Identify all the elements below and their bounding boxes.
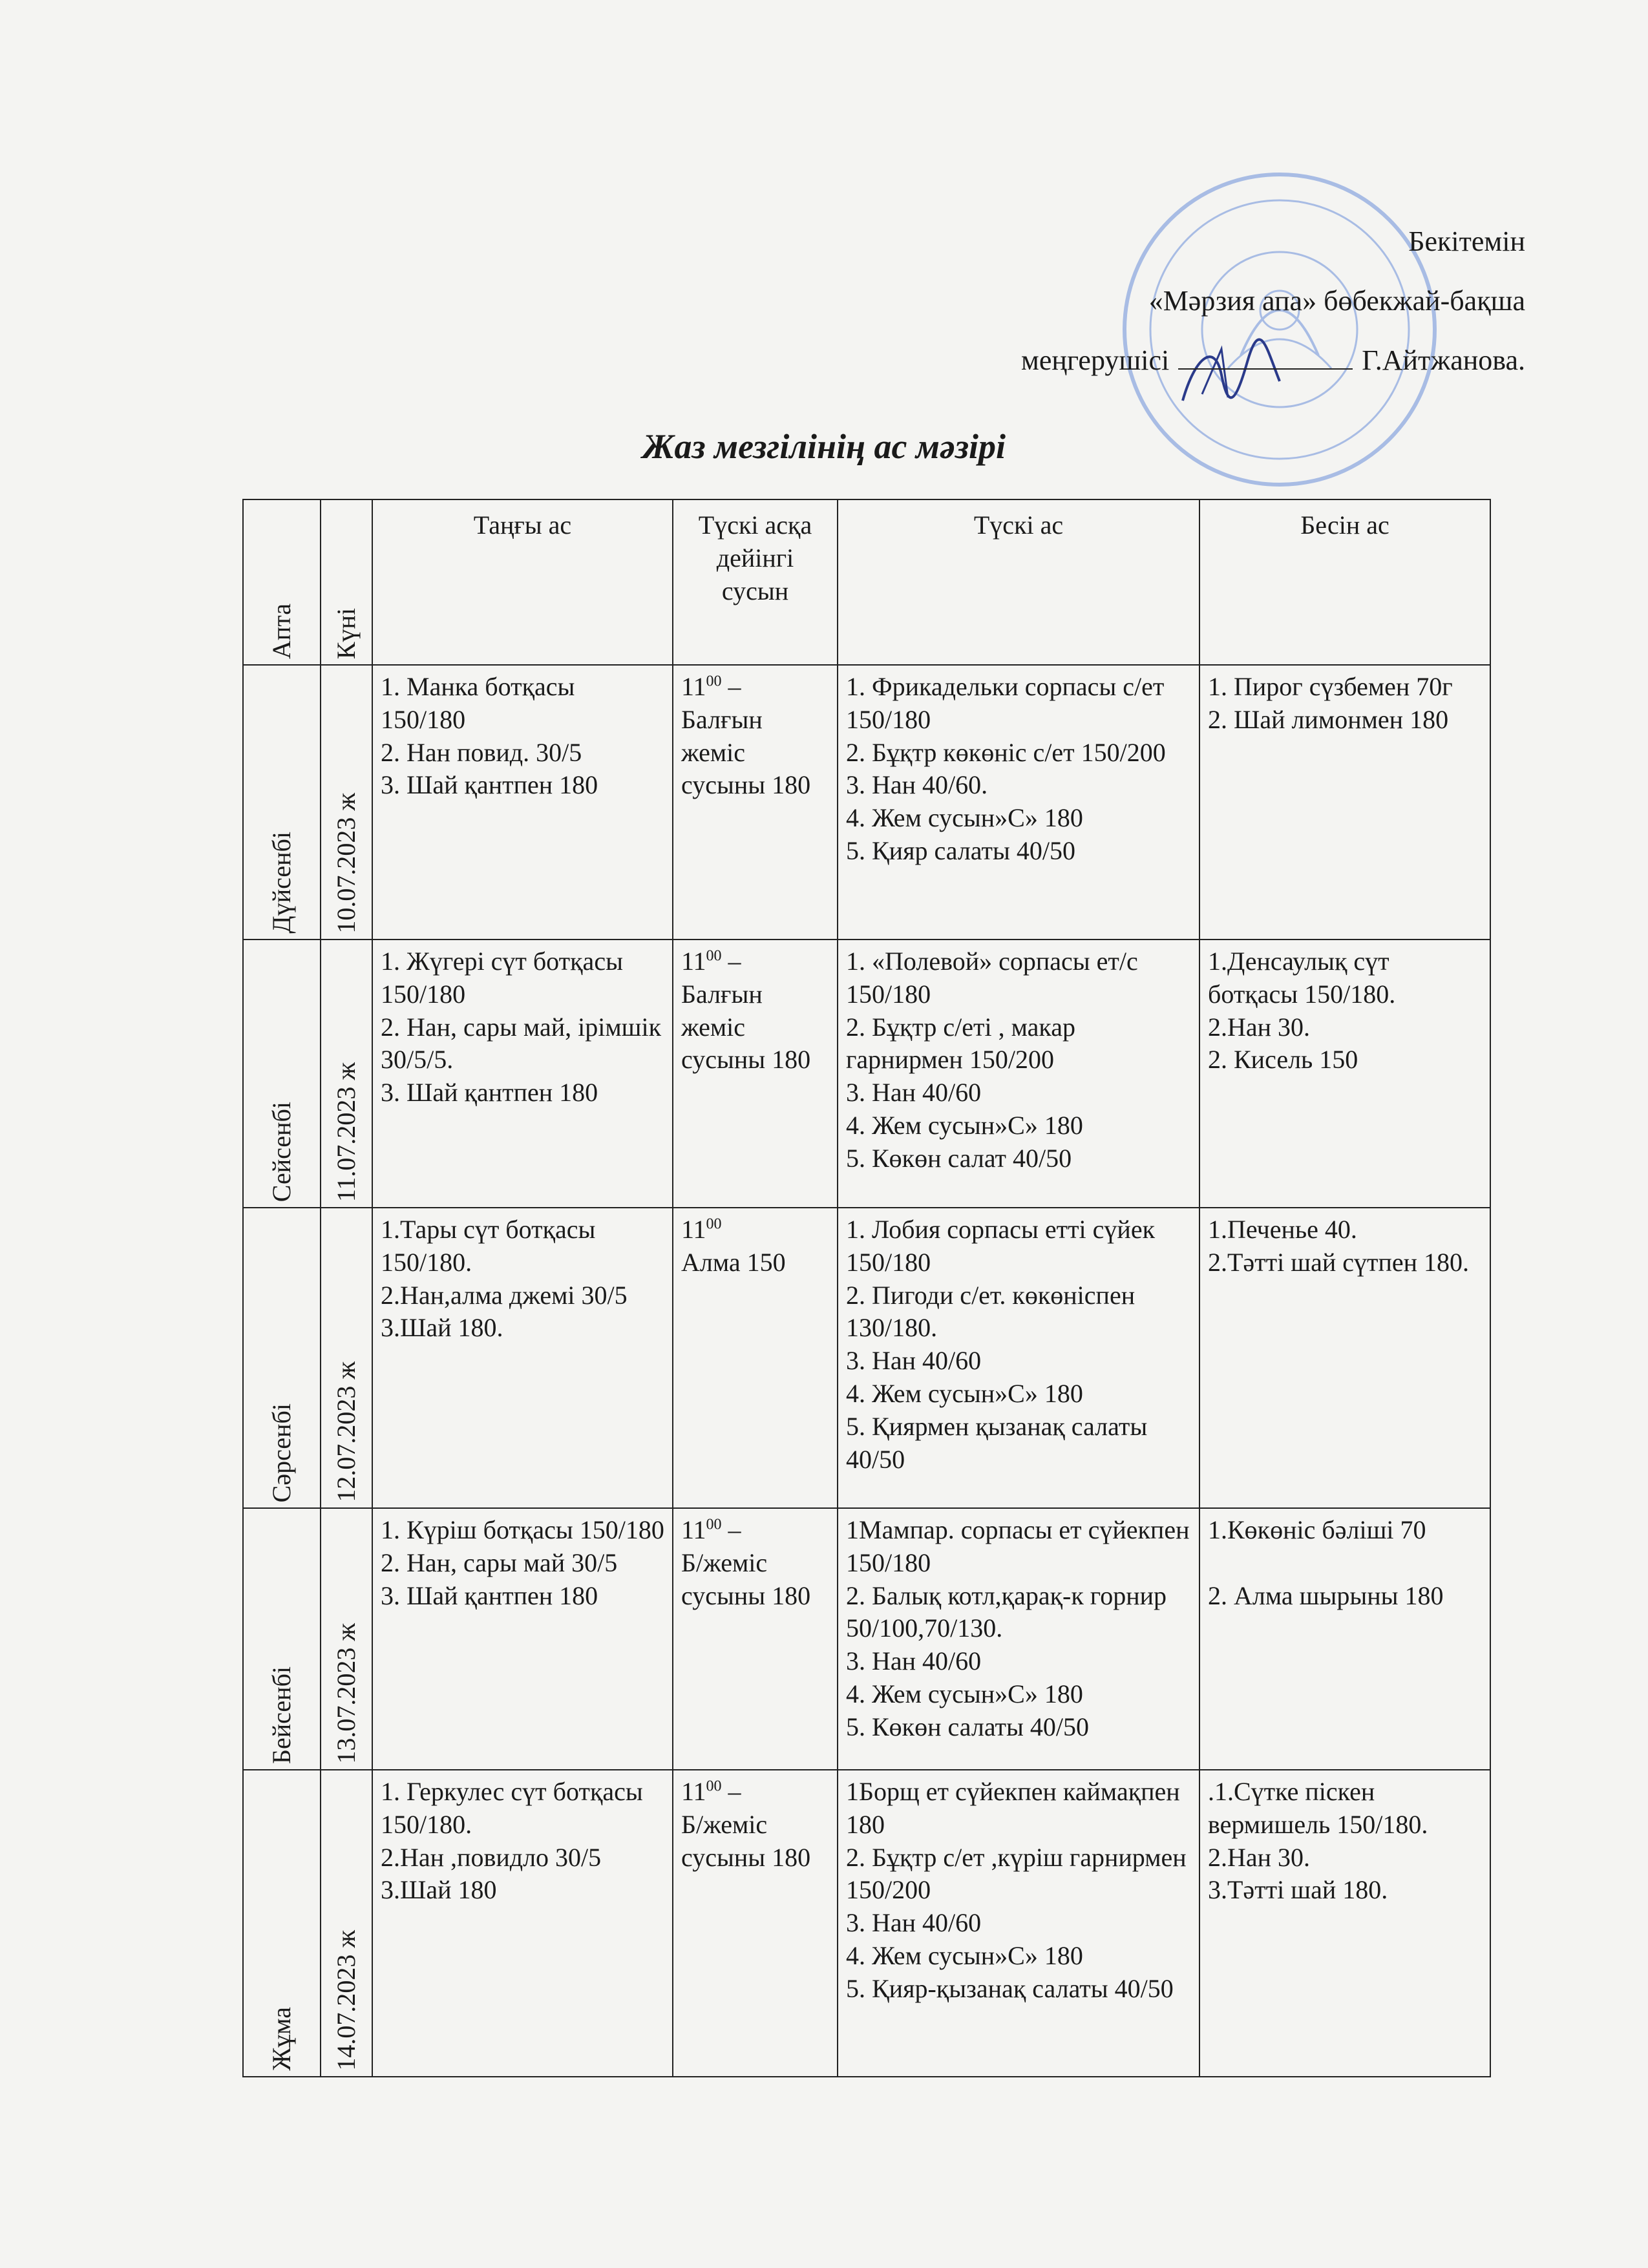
menu-item: 2. Пигоди с/ет. көкөніспен 130/180. [846,1280,1136,1343]
menu-item: 4. Жем сусын»С» 180 [846,1378,1083,1408]
menu-item: 1. Геркулес сүт ботқасы 150/180. [381,1777,643,1839]
menu-item: 3. Нан 40/60 [846,1078,982,1108]
approval-name: Г.Айтжанова. [1362,344,1525,376]
menu-item: 5. Көкөн салаты 40/50 [846,1712,1090,1741]
snack-cell [1199,665,1490,940]
drink-time [681,1776,829,1809]
menu-item: 1. Манка ботқасы 150/180 [381,672,575,734]
menu-item: 2.Нан,алма джемі 30/5 [381,1280,628,1310]
date-cell: 13.07.2023 ж [321,1508,372,1770]
weekday-cell: Сәрсенбі [243,1208,321,1508]
drink-time-minutes: 00 [706,673,722,690]
menu-item [1208,1547,1482,1580]
header-week: Апта [243,499,321,665]
drink-item: Балғын жеміс сусыны 180 [681,704,811,800]
menu-item: 3.Шай 180. [381,1313,503,1343]
menu-item: 2. Кисель 150 [1208,1045,1358,1075]
header-row [243,499,1490,665]
drink-time [681,671,829,704]
menu-item: 1. Жүгері сүт ботқасы 150/180 [381,947,623,1009]
approval-position: меңгерушісі [1021,344,1170,376]
header-breakfast: Таңғы ас [372,499,673,665]
menu-item: 3. Шай қантпен 180 [381,1078,598,1108]
date-cell: 12.07.2023 ж [321,1208,372,1508]
drink-time-dash: – [721,1515,741,1544]
menu-item: 2. Нан, сары май, ірімшік 30/5/5. [381,1012,662,1075]
drink-time [681,1514,829,1547]
menu-item: 1. Пирог сүзбемен 70г [1208,672,1453,701]
date-cell: 10.07.2023 ж [321,665,372,940]
menu-item: 4. Жем сусын»С» 180 [846,1679,1083,1708]
menu-item: .1.Сүтке піскен вермишель 150/180. [1208,1777,1428,1839]
menu-item: 5. Қияр салаты 40/50 [846,835,1075,865]
weekday-cell: Сейсенбі [243,940,321,1208]
snack-cell [1199,1770,1490,2077]
weekday-cell: Бейсенбі [243,1508,321,1770]
menu-row [243,665,1490,940]
snack-cell [1199,1508,1490,1770]
menu-item: 3. Нан 40/60 [846,1908,982,1938]
menu-item: 2. Алма шырыны 180 [1208,1580,1444,1610]
drink-time-dash: – [721,1777,741,1806]
breakfast-cell [372,1208,673,1508]
lunch-cell [838,665,1199,940]
snack-cell [1199,940,1490,1208]
menu-item: 2.Нан 30. [1208,1012,1311,1042]
prelunch-drink-cell [673,665,838,940]
menu-item: 4. Жем сусын»С» 180 [846,1940,1083,1970]
menu-item: 3. Нан 40/60 [846,1346,982,1376]
menu-item: 3.Шай 180 [381,1875,497,1905]
menu-item: 4. Жем сусын»С» 180 [846,803,1083,833]
approval-line-3 [944,345,1525,404]
snack-cell [1199,1208,1490,1508]
menu-item: 1.Печенье 40. [1208,1215,1357,1244]
header-day: Күні [321,499,372,665]
drink-item: Алма 150 [681,1247,786,1277]
menu-item: 1. Фрикадельки сорпасы с/ет 150/180 [846,672,1165,734]
header-snack: Бесін ас [1199,499,1490,665]
lunch-cell [838,940,1199,1208]
drink-time-hour: 11 [681,947,706,976]
weekday-cell: Дүйсенбі [243,665,321,940]
menu-item: 2. Балық котл,қарақ-к горнир 50/100,70/130. [846,1580,1167,1643]
lunch-cell [838,1208,1199,1508]
menu-item: 1Борщ ет сүйекпен каймақпен 180 [846,1777,1180,1839]
menu-row [243,1508,1490,1770]
menu-item: 2.Тәтті шай сүтпен 180. [1208,1247,1470,1277]
menu-item: 2.Нан ,повидло 30/5 [381,1842,602,1872]
menu-item: 2.Нан 30. [1208,1842,1311,1872]
drink-item: Б/жеміс сусыны 180 [681,1809,811,1872]
breakfast-cell [372,1770,673,2077]
prelunch-drink-cell [673,1770,838,2077]
menu-item: 2. Шай лимонмен 180 [1208,704,1449,734]
menu-item: 5. Қиярмен қызанақ салаты 40/50 [846,1411,1148,1474]
menu-item: 3. Нан 40/60. [846,770,988,800]
menu-item: 1.Денсаулық сүт ботқасы 150/180. [1208,947,1396,1009]
drink-time-dash: – [721,947,741,976]
page-title: Жаз мезгілінің ас мәзірі [642,427,1006,466]
menu-item: 2. Нан повид. 30/5 [381,737,582,767]
drink-time [681,945,829,978]
drink-time-hour: 11 [681,1777,706,1806]
menu-item: 1. Лобия сорпасы етті сүйек 150/180 [846,1215,1156,1277]
menu-item: 1.Көкөніс бәліші 70 [1208,1515,1426,1544]
date-cell: 11.07.2023 ж [321,940,372,1208]
drink-item: Б/жеміс сусыны 180 [681,1548,811,1610]
prelunch-drink-cell [673,940,838,1208]
drink-time-minutes: 00 [706,1215,722,1233]
menu-item: 1. «Полевой» сорпасы ет/с 150/180 [846,947,1138,1009]
prelunch-drink-cell [673,1208,838,1508]
menu-item: 2. Бұқтр көкөніс с/ет 150/200 [846,737,1166,767]
signature-line [1178,368,1353,370]
menu-item: 2. Бұқтр с/еті , макар гарнирмен 150/200 [846,1012,1075,1075]
drink-time-hour: 11 [681,1215,706,1244]
menu-table [242,499,1491,2077]
menu-item: 1. Күріш ботқасы 150/180 [381,1515,664,1544]
drink-time-hour: 11 [681,1515,706,1544]
menu-row [243,1770,1490,2077]
menu-item: 5. Көкөн салат 40/50 [846,1143,1072,1173]
date-cell: 14.07.2023 ж [321,1770,372,2077]
menu-row [243,1208,1490,1508]
header-prelunch-drink: Түскі асқа дейінгі сусын [673,499,838,665]
drink-time-hour: 11 [681,672,706,701]
weekday-cell: Жұма [243,1770,321,2077]
drink-item: Балғын жеміс сусыны 180 [681,979,811,1075]
menu-item: 4. Жем сусын»С» 180 [846,1110,1083,1140]
menu-item: 1.Тары сүт ботқасы 150/180. [381,1215,596,1277]
menu-item: 2. Нан, сары май 30/5 [381,1548,618,1577]
drink-time-minutes: 00 [706,1516,722,1533]
prelunch-drink-cell [673,1508,838,1770]
menu-item: 3.Тәтті шай 180. [1208,1875,1388,1905]
breakfast-cell [372,665,673,940]
breakfast-cell [372,940,673,1208]
menu-item: 3. Нан 40/60 [846,1646,982,1676]
menu-item: 2. Бұқтр с/ет ,күріш гарнирмен 150/200 [846,1842,1187,1905]
menu-item: 5. Қияр-қызанақ салаты 40/50 [846,1973,1174,2003]
approval-line-1: Бекітемін [1408,226,1525,257]
menu-row [243,940,1490,1208]
menu-item: 3. Шай қантпен 180 [381,1580,598,1610]
drink-time-dash: – [721,672,741,701]
approval-line-2: «Мәрзия апа» бөбекжай-бақша [1148,285,1525,317]
header-lunch: Түскі ас [838,499,1199,665]
breakfast-cell [372,1508,673,1770]
drink-time-minutes: 00 [706,947,722,965]
lunch-cell [838,1770,1199,2077]
approval-block [944,226,1525,404]
menu-item: 3. Шай қантпен 180 [381,770,598,800]
lunch-cell [838,1508,1199,1770]
drink-time-minutes: 00 [706,1778,722,1795]
menu-item: 1Мампар. сорпасы ет сүйекпен 150/180 [846,1515,1190,1577]
drink-time [681,1213,829,1246]
